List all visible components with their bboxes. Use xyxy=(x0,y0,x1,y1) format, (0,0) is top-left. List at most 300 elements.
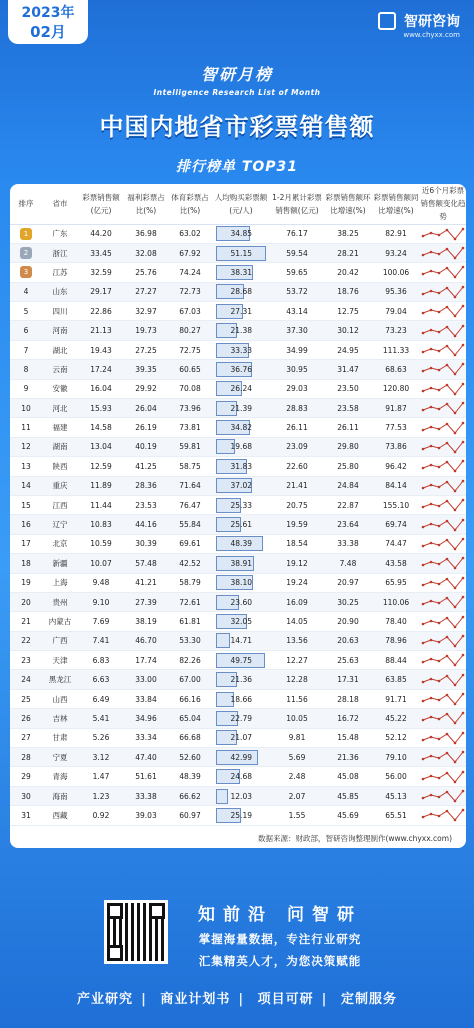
welfare-share-cell: 27.39 xyxy=(124,592,168,611)
per-capita-value: 49.75 xyxy=(230,655,252,665)
trend-point xyxy=(438,524,441,527)
trend-sparkline xyxy=(420,264,466,280)
trend-sparkline xyxy=(420,400,466,416)
trend-point xyxy=(446,539,449,542)
trend-point xyxy=(422,448,425,451)
services-bar: 产业研究 | 商业计划书 | 项目可研 | 定制服务 xyxy=(77,992,397,1007)
cumulative-sales-cell: 19.12 xyxy=(270,554,324,573)
welfare-share-cell: 25.76 xyxy=(124,263,168,282)
rank-cell: 13 xyxy=(10,457,42,476)
trend-point xyxy=(446,519,449,522)
sports-share-cell: 58.79 xyxy=(168,573,212,592)
sales-cell: 33.45 xyxy=(78,243,124,262)
yoy-growth-cell: 69.74 xyxy=(372,515,420,534)
trend-point xyxy=(446,306,449,309)
rank-cell: 10 xyxy=(10,399,42,418)
province-cell: 重庆 xyxy=(42,476,78,495)
trend-point xyxy=(422,506,425,509)
trend-point xyxy=(454,586,457,589)
trend-point xyxy=(462,247,465,250)
per-capita-value: 21.36 xyxy=(230,675,252,685)
table-row xyxy=(10,651,466,670)
trend-point xyxy=(430,639,433,642)
sports-share-cell: 82.26 xyxy=(168,651,212,670)
trend-point xyxy=(454,315,457,318)
rank-cell xyxy=(10,224,42,243)
trend-point xyxy=(422,234,425,237)
per-capita-value: 36.76 xyxy=(230,364,252,374)
trend-point xyxy=(454,567,457,570)
sales-cell: 11.89 xyxy=(78,476,124,495)
per-capita-cell xyxy=(212,592,270,611)
table-row xyxy=(10,340,466,359)
trend-cell xyxy=(420,418,466,437)
trend-point xyxy=(454,528,457,531)
trend-point xyxy=(454,548,457,551)
table-row xyxy=(10,321,466,340)
rank-cell: 29 xyxy=(10,767,42,786)
yoy-growth-cell: 96.42 xyxy=(372,457,420,476)
province-cell: 山东 xyxy=(42,282,78,301)
cumulative-sales-cell: 2.48 xyxy=(270,767,324,786)
trend-sparkline xyxy=(420,691,466,707)
cumulative-sales-cell: 34.99 xyxy=(270,340,324,359)
rank-cell: 8 xyxy=(10,360,42,379)
trend-sparkline xyxy=(420,555,466,571)
trend-point xyxy=(462,479,465,482)
table-row xyxy=(10,243,466,262)
trend-point xyxy=(422,486,425,489)
trend-sparkline xyxy=(420,575,466,591)
welfare-share-cell: 41.21 xyxy=(124,573,168,592)
trend-point xyxy=(438,272,441,275)
trend-point xyxy=(422,428,425,431)
trend-point xyxy=(430,697,433,700)
trend-sparkline xyxy=(420,478,466,494)
service-item: 定制服务 xyxy=(340,992,397,1007)
trend-point xyxy=(422,583,425,586)
sales-cell: 13.04 xyxy=(78,437,124,456)
welfare-share-cell: 26.19 xyxy=(124,418,168,437)
per-capita-value: 33.33 xyxy=(230,345,252,355)
per-capita-value: 38.91 xyxy=(230,558,252,568)
mom-growth-cell: 23.58 xyxy=(324,399,372,418)
sports-share-cell: 66.16 xyxy=(168,689,212,708)
sales-cell: 29.17 xyxy=(78,282,124,301)
trend-point xyxy=(438,602,441,605)
table-row xyxy=(10,689,466,708)
page-title: 中国内地省市彩票销售额 xyxy=(99,113,375,141)
mom-growth-cell: 15.48 xyxy=(324,728,372,747)
per-capita-cell xyxy=(212,321,270,340)
cumulative-sales-cell: 59.54 xyxy=(270,243,324,262)
cumulative-sales-cell: 11.56 xyxy=(270,689,324,708)
trend-point xyxy=(438,505,441,508)
per-capita-value: 42.99 xyxy=(230,752,252,762)
trend-point xyxy=(438,679,441,682)
mom-growth-cell: 25.80 xyxy=(324,457,372,476)
trend-point xyxy=(454,703,457,706)
sales-cell: 6.63 xyxy=(78,670,124,689)
service-item: 商业计划书 xyxy=(160,992,231,1007)
trend-cell xyxy=(420,360,466,379)
sports-share-cell: 52.60 xyxy=(168,748,212,767)
welfare-share-cell: 44.16 xyxy=(124,515,168,534)
trend-point xyxy=(454,412,457,415)
mom-growth-cell: 25.63 xyxy=(324,651,372,670)
welfare-share-cell: 33.38 xyxy=(124,786,168,805)
trend-point xyxy=(422,545,425,548)
trend-point xyxy=(438,641,441,644)
yoy-growth-cell: 84.14 xyxy=(372,476,420,495)
brand-name: 智研咨询 xyxy=(404,13,460,30)
per-capita-cell xyxy=(212,360,270,379)
yoy-growth-cell: 155.10 xyxy=(372,495,420,514)
table-row xyxy=(10,670,466,689)
trend-cell xyxy=(420,437,466,456)
sports-share-cell: 69.61 xyxy=(168,534,212,553)
sales-cell: 9.48 xyxy=(78,573,124,592)
trend-point xyxy=(438,738,441,741)
trend-point xyxy=(446,733,449,736)
province-cell: 福建 xyxy=(42,418,78,437)
trend-point xyxy=(454,373,457,376)
trend-point xyxy=(430,387,433,390)
column-header: 省市 xyxy=(42,184,78,224)
sports-share-cell: 42.52 xyxy=(168,554,212,573)
per-capita-value: 21.39 xyxy=(230,403,252,413)
rank-cell: 20 xyxy=(10,592,42,611)
date-badge xyxy=(8,0,88,44)
table-row xyxy=(10,282,466,301)
table-row xyxy=(10,418,466,437)
trend-point xyxy=(430,328,433,331)
table-row xyxy=(10,302,466,321)
yoy-growth-cell: 65.95 xyxy=(372,573,420,592)
table-row xyxy=(10,709,466,728)
sports-share-cell: 73.96 xyxy=(168,399,212,418)
trend-point xyxy=(462,809,465,812)
table-row xyxy=(10,457,466,476)
mom-growth-cell: 22.87 xyxy=(324,495,372,514)
trend-point xyxy=(454,431,457,434)
per-capita-value: 21.07 xyxy=(230,733,252,743)
province-cell: 云南 xyxy=(42,360,78,379)
per-capita-cell xyxy=(212,573,270,592)
trend-point xyxy=(430,503,433,506)
mom-growth-cell: 38.25 xyxy=(324,224,372,243)
trend-point xyxy=(430,348,433,351)
province-cell: 湖北 xyxy=(42,340,78,359)
trend-point xyxy=(454,742,457,745)
trend-point xyxy=(454,451,457,454)
trend-point xyxy=(462,596,465,599)
trend-point xyxy=(422,661,425,664)
mom-growth-cell: 30.25 xyxy=(324,592,372,611)
trend-point xyxy=(430,677,433,680)
trend-sparkline xyxy=(420,788,466,804)
trend-point xyxy=(462,693,465,696)
sales-cell: 5.26 xyxy=(78,728,124,747)
trend-point xyxy=(438,699,441,702)
trend-point xyxy=(438,253,441,256)
sales-cell: 17.24 xyxy=(78,360,124,379)
per-capita-value: 25.19 xyxy=(230,810,252,820)
mom-growth-cell: 33.38 xyxy=(324,534,372,553)
welfare-share-cell: 39.03 xyxy=(124,806,168,825)
table-row xyxy=(10,515,466,534)
trend-point xyxy=(454,354,457,357)
province-cell: 辽宁 xyxy=(42,515,78,534)
trend-sparkline xyxy=(420,303,466,319)
yoy-growth-cell: 79.04 xyxy=(372,302,420,321)
trend-sparkline xyxy=(420,710,466,726)
trend-cell xyxy=(420,379,466,398)
trend-point xyxy=(454,664,457,667)
yoy-growth-cell: 68.63 xyxy=(372,360,420,379)
yoy-growth-cell: 78.40 xyxy=(372,612,420,631)
trend-point xyxy=(446,287,449,290)
trend-point xyxy=(438,311,441,314)
trend-point xyxy=(422,390,425,393)
sales-cell: 0.92 xyxy=(78,806,124,825)
sports-share-cell: 72.75 xyxy=(168,340,212,359)
per-capita-value: 14.71 xyxy=(230,636,252,646)
trend-point xyxy=(430,290,433,293)
trend-point xyxy=(422,312,425,315)
welfare-share-cell: 51.61 xyxy=(124,767,168,786)
per-capita-value: 37.02 xyxy=(230,481,252,491)
sales-cell: 10.59 xyxy=(78,534,124,553)
sports-share-cell: 63.02 xyxy=(168,224,212,243)
sports-share-cell: 48.39 xyxy=(168,767,212,786)
header-subtitle: 智研月榜 xyxy=(200,65,273,84)
slogan xyxy=(180,900,380,969)
sales-cell: 11.44 xyxy=(78,495,124,514)
trend-cell xyxy=(420,786,466,805)
yoy-growth-cell: 73.23 xyxy=(372,321,420,340)
trend-point xyxy=(446,345,449,348)
sales-cell: 9.10 xyxy=(78,592,124,611)
trend-point xyxy=(462,305,465,308)
trend-point xyxy=(462,460,465,463)
trend-point xyxy=(446,713,449,716)
trend-cell xyxy=(420,224,466,243)
trend-point xyxy=(422,739,425,742)
trend-point xyxy=(422,816,425,819)
table-row xyxy=(10,360,466,379)
cumulative-sales-cell: 28.83 xyxy=(270,399,324,418)
per-capita-cell xyxy=(212,670,270,689)
mom-growth-cell: 23.64 xyxy=(324,515,372,534)
per-capita-value: 25.61 xyxy=(230,520,252,530)
sales-cell: 5.41 xyxy=(78,709,124,728)
trend-point xyxy=(422,293,425,296)
rank-cell: 5 xyxy=(10,302,42,321)
welfare-share-cell: 33.34 xyxy=(124,728,168,747)
mom-growth-cell: 17.31 xyxy=(324,670,372,689)
trend-point xyxy=(430,619,433,622)
mom-growth-cell: 12.75 xyxy=(324,302,372,321)
trend-sparkline xyxy=(420,439,466,455)
rank-cell: 17 xyxy=(10,534,42,553)
per-capita-value: 27.31 xyxy=(230,306,252,316)
trend-cell xyxy=(420,457,466,476)
welfare-share-cell: 47.40 xyxy=(124,748,168,767)
trend-point xyxy=(422,467,425,470)
province-cell: 山西 xyxy=(42,689,78,708)
per-capita-cell xyxy=(212,689,270,708)
trend-point xyxy=(430,716,433,719)
trend-point xyxy=(462,790,465,793)
province-cell: 湖南 xyxy=(42,437,78,456)
sales-cell: 10.83 xyxy=(78,515,124,534)
yoy-growth-cell: 91.87 xyxy=(372,399,420,418)
trend-sparkline xyxy=(420,536,466,552)
yoy-growth-cell: 78.96 xyxy=(372,631,420,650)
cumulative-sales-cell: 9.81 xyxy=(270,728,324,747)
mom-growth-cell: 20.90 xyxy=(324,612,372,631)
trend-point xyxy=(462,441,465,444)
trend-point xyxy=(446,403,449,406)
brand-header xyxy=(378,10,460,39)
trend-cell xyxy=(420,670,466,689)
trend-point xyxy=(462,227,465,230)
province-cell: 广西 xyxy=(42,631,78,650)
sports-share-cell: 61.81 xyxy=(168,612,212,631)
yoy-growth-cell: 52.12 xyxy=(372,728,420,747)
yoy-growth-cell: 93.24 xyxy=(372,243,420,262)
trend-point xyxy=(454,780,457,783)
per-capita-cell xyxy=(212,534,270,553)
per-capita-value: 23.60 xyxy=(230,597,252,607)
trend-point xyxy=(430,813,433,816)
ranking-table-card xyxy=(10,184,466,848)
mom-growth-cell: 45.85 xyxy=(324,786,372,805)
rank-cell xyxy=(10,263,42,282)
rank-cell: 6 xyxy=(10,321,42,340)
table-row xyxy=(10,534,466,553)
trend-sparkline xyxy=(420,284,466,300)
welfare-share-cell: 27.25 xyxy=(124,340,168,359)
badge-year: 2023年 xyxy=(21,5,75,21)
trend-point xyxy=(462,751,465,754)
cumulative-sales-cell: 76.17 xyxy=(270,224,324,243)
cumulative-sales-cell: 29.03 xyxy=(270,379,324,398)
trend-point xyxy=(430,794,433,797)
yoy-growth-cell: 65.51 xyxy=(372,806,420,825)
trend-point xyxy=(462,499,465,502)
per-capita-cell xyxy=(212,806,270,825)
mom-growth-cell: 24.84 xyxy=(324,476,372,495)
trend-point xyxy=(446,325,449,328)
trend-point xyxy=(438,757,441,760)
cumulative-sales-cell: 12.27 xyxy=(270,651,324,670)
per-capita-value: 51.15 xyxy=(230,248,252,258)
badge-month: 02月 xyxy=(30,23,66,41)
per-capita-value: 26.24 xyxy=(230,384,252,394)
trend-sparkline xyxy=(420,807,466,823)
yoy-growth-cell: 120.80 xyxy=(372,379,420,398)
trend-cell xyxy=(420,651,466,670)
rank-cell: 19 xyxy=(10,573,42,592)
trend-point xyxy=(446,636,449,639)
sales-cell: 10.07 xyxy=(78,554,124,573)
trend-cell xyxy=(420,282,466,301)
trend-point xyxy=(446,422,449,425)
sports-share-cell: 66.68 xyxy=(168,728,212,747)
cumulative-sales-cell: 10.05 xyxy=(270,709,324,728)
trend-point xyxy=(430,483,433,486)
cumulative-sales-cell: 26.11 xyxy=(270,418,324,437)
welfare-share-cell: 39.35 xyxy=(124,360,168,379)
trend-point xyxy=(446,228,449,231)
column-header: 1-2月累计彩票销售额(亿元) xyxy=(270,184,324,224)
trend-point xyxy=(422,719,425,722)
trend-point xyxy=(438,447,441,450)
slogan-main: 知前沿 问智研 xyxy=(198,905,362,925)
mom-growth-cell: 20.63 xyxy=(324,631,372,650)
table-row xyxy=(10,224,466,243)
trend-point xyxy=(422,273,425,276)
cumulative-sales-cell: 21.41 xyxy=(270,476,324,495)
per-capita-cell xyxy=(212,631,270,650)
trend-sparkline xyxy=(420,361,466,377)
province-cell: 新疆 xyxy=(42,554,78,573)
trend-sparkline xyxy=(420,245,466,261)
mom-growth-cell: 30.12 xyxy=(324,321,372,340)
trend-point xyxy=(438,485,441,488)
trend-point xyxy=(446,500,449,503)
mom-growth-cell: 45.69 xyxy=(324,806,372,825)
trend-point xyxy=(446,791,449,794)
ranking-table xyxy=(10,184,466,826)
cumulative-sales-cell: 14.05 xyxy=(270,612,324,631)
table-row xyxy=(10,495,466,514)
province-cell: 四川 xyxy=(42,302,78,321)
cumulative-sales-cell: 30.95 xyxy=(270,360,324,379)
trend-point xyxy=(438,427,441,430)
per-capita-cell xyxy=(212,302,270,321)
trend-point xyxy=(446,616,449,619)
per-capita-cell xyxy=(212,399,270,418)
rank-cell: 25 xyxy=(10,689,42,708)
sales-cell: 1.23 xyxy=(78,786,124,805)
sports-share-cell: 55.84 xyxy=(168,515,212,534)
welfare-share-cell: 57.48 xyxy=(124,554,168,573)
trend-point xyxy=(462,770,465,773)
sports-share-cell: 60.97 xyxy=(168,806,212,825)
trend-cell xyxy=(420,399,466,418)
trend-point xyxy=(462,538,465,541)
province-cell: 江苏 xyxy=(42,263,78,282)
trend-point xyxy=(422,525,425,528)
trend-point xyxy=(462,576,465,579)
per-capita-value: 24.68 xyxy=(230,772,252,782)
trend-point xyxy=(438,389,441,392)
yoy-growth-cell: 82.91 xyxy=(372,224,420,243)
yoy-growth-cell: 77.53 xyxy=(372,418,420,437)
trend-point xyxy=(438,660,441,663)
column-header: 近6个月彩票销售额变化趋势 xyxy=(420,184,466,224)
sports-share-cell: 60.65 xyxy=(168,360,212,379)
welfare-share-cell: 30.39 xyxy=(124,534,168,553)
trend-point xyxy=(430,406,433,409)
rank-cell: 23 xyxy=(10,651,42,670)
trend-point xyxy=(446,752,449,755)
table-row xyxy=(10,786,466,805)
medal-icon: 3 xyxy=(20,266,32,278)
